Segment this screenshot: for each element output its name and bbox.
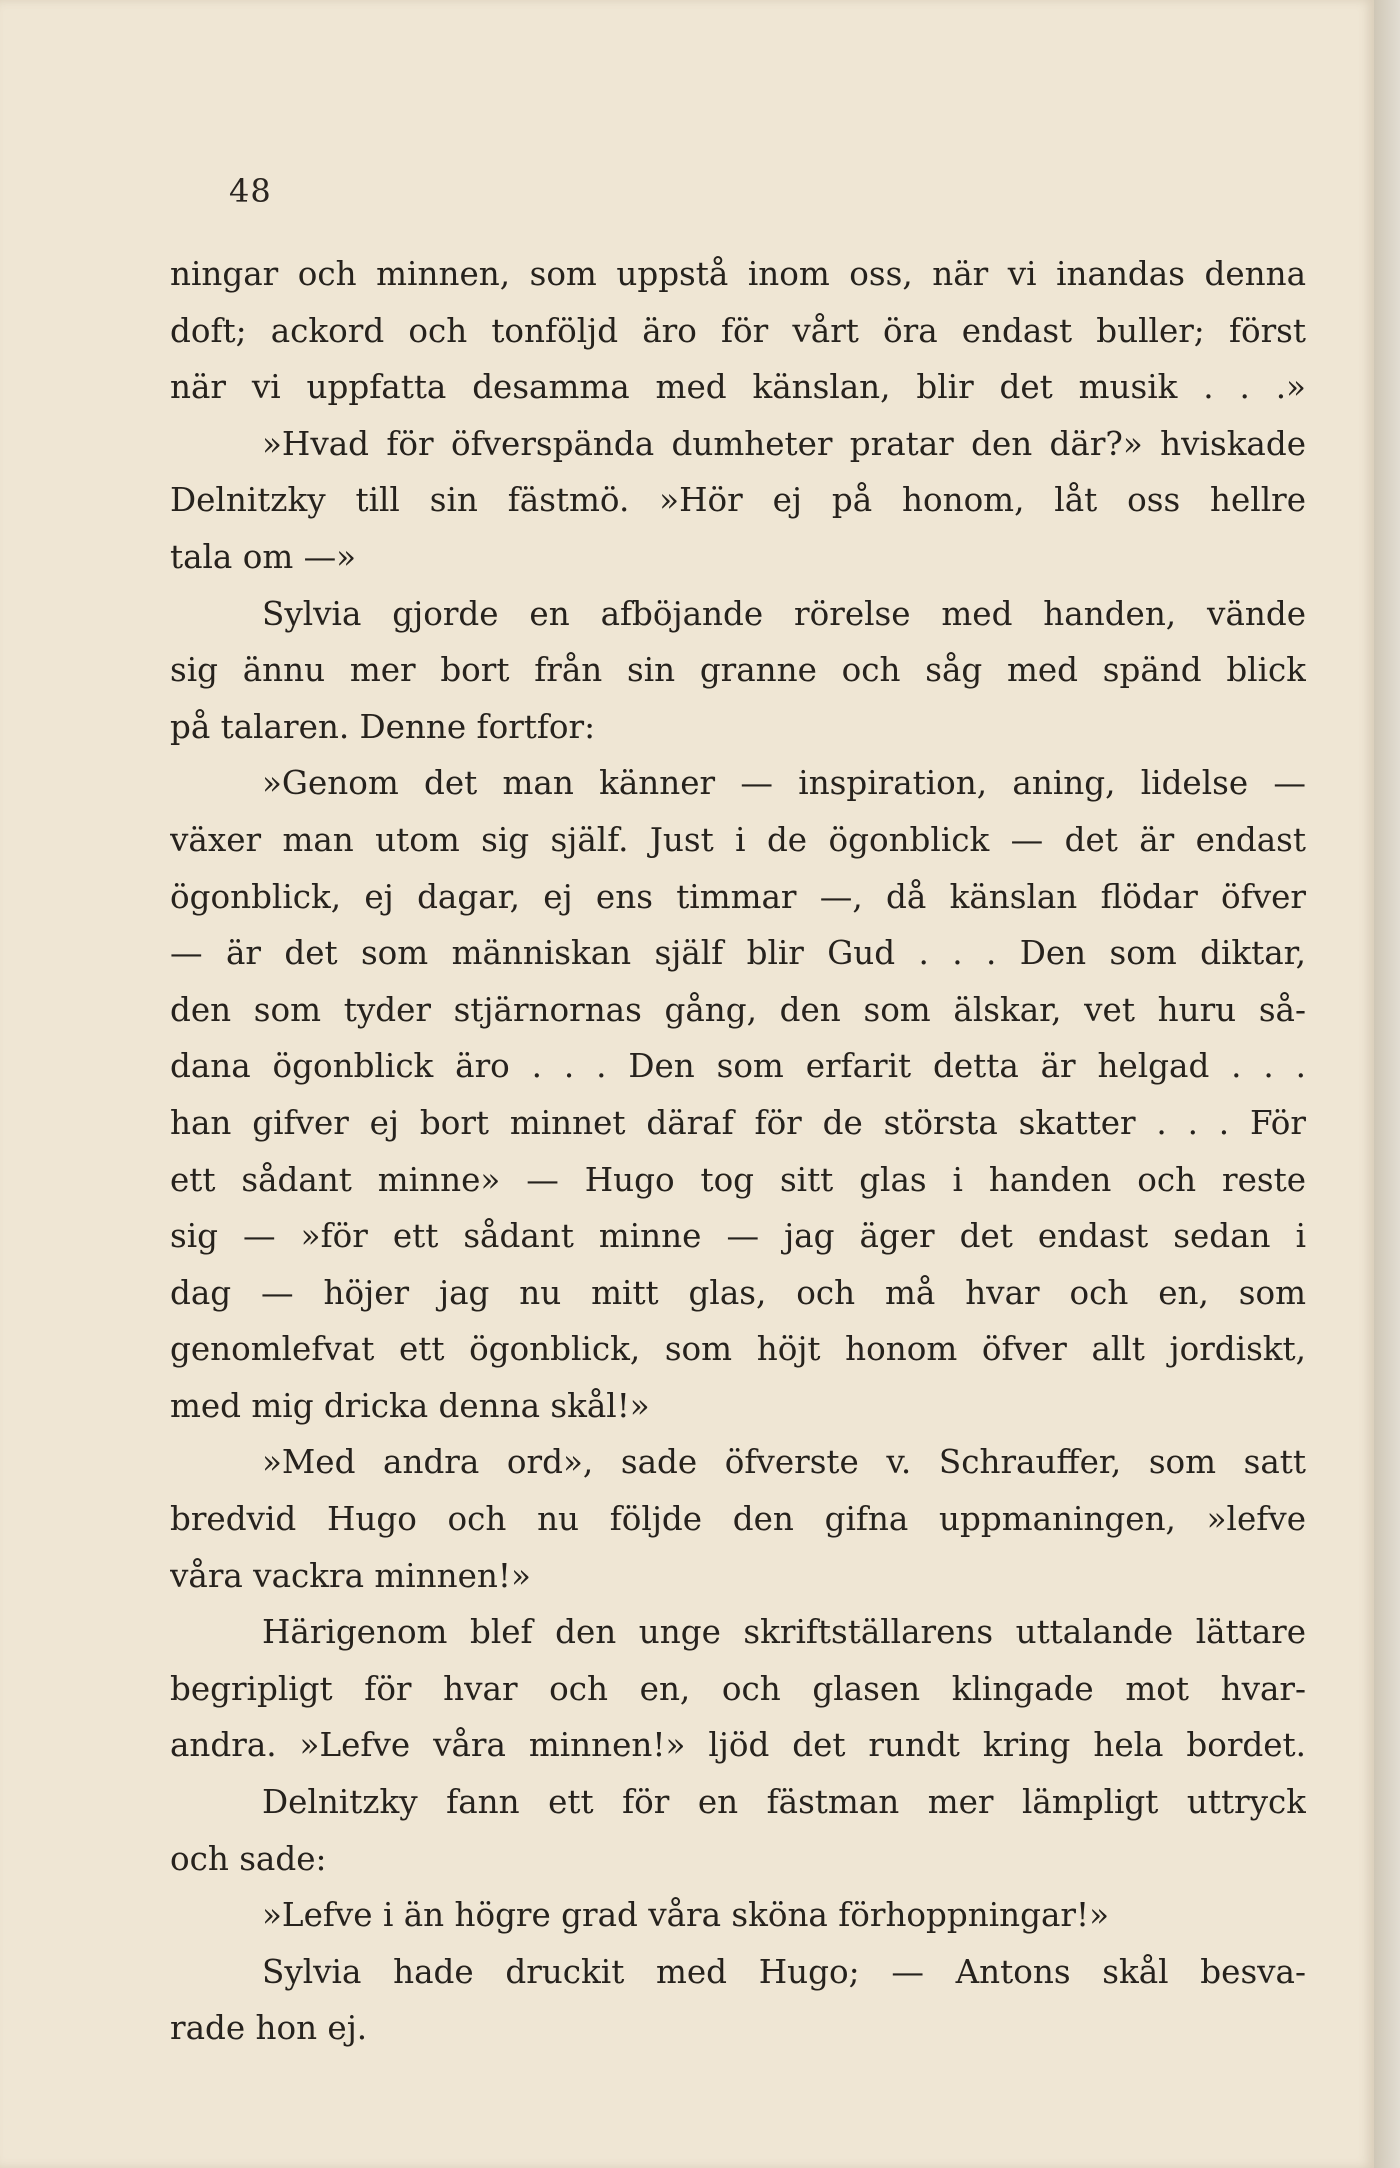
text-line: Sylvia hade druckit med Hugo; — Antons skål besva-: [262, 1952, 1306, 1991]
text-line: ögonblick, ej dagar, ej ens timmar —, då känslan flödar öfver: [170, 877, 1306, 916]
text-line: »Genom det man känner — inspiration, aning, lidelse —: [262, 764, 1306, 803]
text-line: Delnitzky fann ett för en fästman mer lämpligt uttryck: [262, 1783, 1306, 1822]
text-line: »Med andra ord», sade öfverste v. Schrauffer, som satt: [262, 1443, 1306, 1482]
text-line: på talaren. Denne fortfor:: [170, 707, 596, 746]
text-line: ningar och minnen, som uppstå inom oss, när vi inandas denna: [170, 255, 1306, 293]
body-text: [170, 246, 1306, 2057]
text-line: begripligt för hvar och en, och glasen klingade mot hvar-: [170, 1669, 1306, 1708]
text-line: bredvid Hugo och nu följde den gifna uppmaningen, »lefve: [170, 1500, 1306, 1539]
text-line: »Hvad för öfverspända dumheter pratar den där?» hviskade: [262, 424, 1306, 463]
text-line: sig — »för ett sådant minne — jag äger det endast sedan i: [170, 1217, 1306, 1256]
text-line: rade hon ej.: [170, 2009, 368, 2048]
text-line: dag — höjer jag nu mitt glas, och må hvar och en, som: [170, 1273, 1306, 1312]
text-line: Delnitzky till sin fästmö. »Hör ej på honom, låt oss hellre: [170, 481, 1306, 520]
text-line: han gifver ej bort minnet däraf för de största skatter . . . För: [170, 1103, 1306, 1142]
page-edge: [1374, 0, 1400, 2168]
text-line: genomlefvat ett ögonblick, som höjt honom öfver allt jordiskt,: [170, 1330, 1306, 1369]
text-line: Sylvia gjorde en afböjande rörelse med handen, vände: [262, 594, 1306, 633]
text-line: ett sådant minne» — Hugo tog sitt glas i handen och reste: [170, 1160, 1306, 1199]
text-line: sig ännu mer bort från sin granne och såg med spänd blick: [170, 651, 1306, 690]
text-line: dana ögonblick äro . . . Den som erfarit detta är helgad . . .: [170, 1047, 1306, 1086]
text-line: växer man utom sig själf. Just i de ögonblick — det är endast: [170, 820, 1306, 859]
page-number: 48: [229, 172, 272, 210]
text-line: och sade:: [170, 1839, 327, 1878]
text-line: andra. »Lefve våra minnen!» ljöd det rundt kring hela bordet.: [170, 1726, 1306, 1765]
text-line: tala om —»: [170, 537, 357, 576]
text-line: doft; ackord och tonföljd äro för vårt öra endast buller; först: [170, 311, 1306, 350]
text-line: — är det som människan själf blir Gud . . . Den som diktar,: [170, 934, 1306, 973]
text-line: »Lefve i än högre grad våra sköna förhoppningar!»: [262, 1896, 1110, 1935]
text-line: när vi uppfatta desamma med känslan, blir det musik . . .»: [170, 368, 1306, 407]
text-line: våra vackra minnen!»: [170, 1556, 531, 1595]
text-line: Härigenom blef den unge skriftställarens uttalande lättare: [262, 1613, 1306, 1652]
text-line: med mig dricka denna skål!»: [170, 1386, 650, 1425]
text-line: den som tyder stjärnornas gång, den som älskar, vet huru så-: [170, 990, 1306, 1029]
